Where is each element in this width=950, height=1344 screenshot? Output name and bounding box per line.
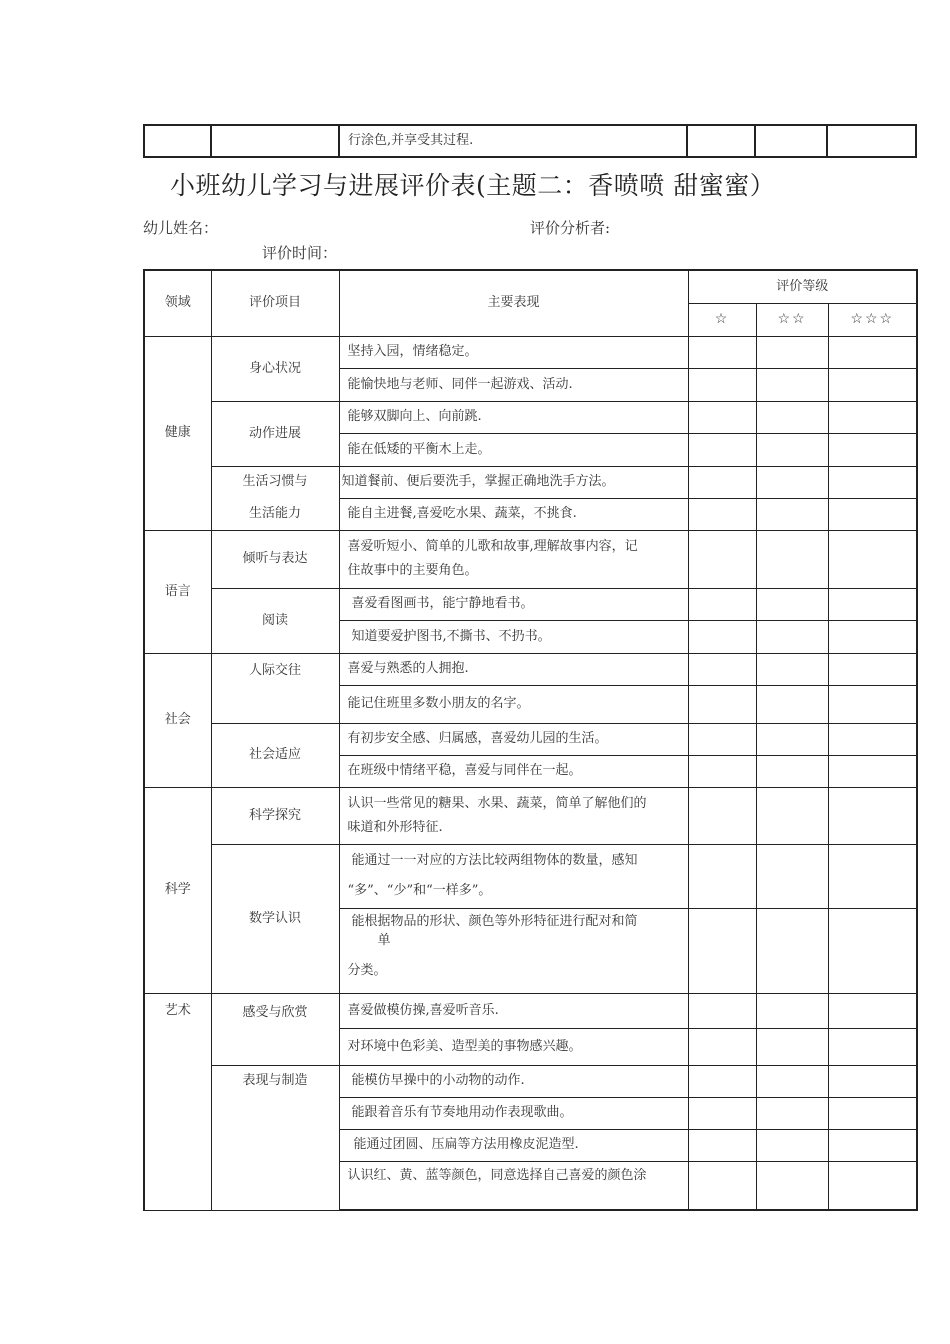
analyst-label: 评价分析者: — [530, 219, 611, 237]
performance-cell: 能跟着音乐有节奏地用动作表现歌曲。 — [339, 1097, 688, 1129]
performance-line: 单 — [377, 933, 391, 949]
rating-cell[interactable] — [756, 588, 828, 620]
rating-cell[interactable] — [688, 433, 756, 466]
table-row — [144, 787, 917, 844]
rating-cell[interactable] — [828, 620, 917, 653]
rating-cell[interactable] — [828, 530, 917, 588]
table-row — [144, 844, 917, 908]
table-row — [144, 401, 917, 433]
table-row — [144, 466, 917, 498]
rating-cell[interactable] — [756, 844, 828, 908]
star-2-header: ☆☆ — [756, 303, 828, 336]
rating-cell[interactable] — [828, 433, 917, 466]
performance-line: “多”、“少”和“一样多”。 — [347, 883, 492, 898]
header-item: 评价项目 — [211, 270, 339, 336]
header-domain: 领域 — [144, 270, 211, 336]
rating-cell[interactable] — [688, 1129, 756, 1161]
domain-cell: 语言 — [144, 530, 211, 653]
header-performance: 主要表现 — [339, 270, 688, 336]
star-1-header: ☆ — [688, 303, 756, 336]
rating-cell[interactable] — [756, 401, 828, 433]
performance-cell: 在班级中情绪平稳，喜爱与同伴在一起。 — [339, 755, 688, 787]
table-row — [144, 723, 917, 755]
item-cell: 表现与制造 — [211, 1065, 339, 1210]
table-row — [144, 1065, 917, 1097]
item-cell: 身心状况 — [211, 336, 339, 401]
performance-cell: 能模仿早操中的小动物的动作. — [339, 1065, 688, 1097]
empty-cell — [144, 125, 211, 157]
rating-cell[interactable] — [828, 993, 917, 1028]
rating-cell[interactable] — [828, 723, 917, 755]
rating-cell[interactable] — [688, 993, 756, 1028]
performance-cell: 喜爱做模仿操,喜爱听音乐. — [339, 993, 688, 1028]
rating-cell[interactable] — [688, 498, 756, 530]
rating-cell[interactable] — [756, 1129, 828, 1161]
rating-cell[interactable] — [688, 530, 756, 588]
item-cell: 生活能力 — [211, 498, 339, 530]
performance-line: 住故事中的主要角色。 — [347, 563, 478, 578]
performance-cell: 能愉快地与老师、同伴一起游戏、活动. — [339, 368, 688, 401]
rating-cell[interactable] — [756, 368, 828, 401]
table-row — [144, 336, 917, 368]
performance-cell: 有初步安全感、归属感，喜爱幼儿园的生活。 — [339, 723, 688, 755]
rating-cell[interactable] — [756, 1161, 828, 1210]
rating-cell[interactable] — [688, 685, 756, 723]
rating-cell[interactable] — [688, 1097, 756, 1129]
rating-cell[interactable] — [688, 723, 756, 755]
rating-cell[interactable] — [828, 368, 917, 401]
performance-cell — [339, 530, 688, 588]
rating-cell[interactable] — [828, 685, 917, 723]
rating-cell[interactable] — [756, 1065, 828, 1097]
rating-cell[interactable] — [828, 755, 917, 787]
rating-cell[interactable] — [828, 466, 917, 498]
rating-cell[interactable] — [688, 755, 756, 787]
item-cell: 数学认识 — [211, 844, 339, 993]
item-cell: 人际交往 — [211, 653, 339, 723]
rating-cell[interactable] — [756, 1097, 828, 1129]
domain-cell: 健康 — [144, 336, 211, 530]
domain-cell: 社会 — [144, 653, 211, 787]
rating-cell[interactable] — [828, 908, 917, 993]
rating-cell[interactable] — [688, 466, 756, 498]
rating-cell[interactable] — [688, 653, 756, 685]
performance-cell: 行涂色,并享受其过程. — [339, 125, 687, 157]
rating-cell[interactable] — [756, 433, 828, 466]
evaluation-time-label: 评价时间： — [262, 244, 338, 262]
performance-line: 喜爱听短小、简单的儿歌和故事,理解故事内容，记 — [347, 539, 638, 555]
performance-line: 能通过一一对应的方法比较两组物体的数量，感知 — [351, 853, 638, 869]
item-cell: 动作进展 — [211, 401, 339, 466]
rating-cell[interactable] — [687, 125, 755, 157]
performance-cell: 能在低矮的平衡木上走。 — [339, 433, 688, 466]
table-row — [144, 125, 916, 157]
performance-line: 认识一些常见的糖果、水果、蔬菜，简单了解他们的 — [347, 795, 647, 811]
rating-cell[interactable] — [756, 466, 828, 498]
performance-line: 能根据物品的形状、颜色等外形特征进行配对和简 — [351, 913, 638, 929]
performance-cell — [339, 844, 688, 908]
performance-line: 味道和外形特征. — [347, 819, 443, 835]
performance-cell — [339, 787, 688, 844]
item-cell: 感受与欣赏 — [211, 993, 339, 1065]
rating-cell[interactable] — [828, 1129, 917, 1161]
rating-cell[interactable] — [827, 125, 916, 157]
rating-cell[interactable] — [756, 620, 828, 653]
rating-cell[interactable] — [756, 1028, 828, 1065]
performance-line: 分类。 — [347, 962, 387, 978]
table-row — [144, 588, 917, 620]
rating-cell[interactable] — [828, 1065, 917, 1097]
table-row — [144, 530, 917, 588]
rating-cell[interactable] — [688, 620, 756, 653]
performance-cell: 知道餐前、便后要洗手，掌握正确地洗手方法。 — [339, 466, 688, 498]
rating-cell[interactable] — [688, 1065, 756, 1097]
rating-cell[interactable] — [688, 787, 756, 844]
item-cell: 倾听与表达 — [211, 530, 339, 588]
evaluation-table — [143, 269, 918, 1211]
rating-cell[interactable] — [828, 653, 917, 685]
rating-cell[interactable] — [756, 498, 828, 530]
star-3-header: ☆☆☆ — [828, 303, 917, 336]
rating-cell[interactable] — [688, 368, 756, 401]
rating-cell[interactable] — [756, 908, 828, 993]
rating-cell[interactable] — [688, 844, 756, 908]
rating-cell[interactable] — [688, 1161, 756, 1210]
rating-cell[interactable] — [688, 401, 756, 433]
item-cell: 社会适应 — [211, 723, 339, 787]
performance-cell: 喜爱与熟悉的人拥抱. — [339, 653, 688, 685]
rating-cell[interactable] — [688, 1028, 756, 1065]
rating-cell[interactable] — [756, 993, 828, 1028]
performance-cell: 能自主进餐,喜爱吃水果、蔬菜，不挑食. — [339, 498, 688, 530]
rating-cell[interactable] — [688, 336, 756, 368]
performance-cell: 能够双脚向上、向前跳. — [339, 401, 688, 433]
rating-cell[interactable] — [756, 685, 828, 723]
child-name-label: 幼儿姓名： — [143, 219, 219, 237]
performance-cell — [339, 908, 688, 993]
performance-cell: 知道要爱护图书,不撕书、不扔书。 — [339, 620, 688, 653]
rating-cell[interactable] — [756, 755, 828, 787]
rating-cell[interactable] — [828, 401, 917, 433]
performance-cell: 能通过团圆、压扁等方法用橡皮泥造型. — [339, 1129, 688, 1161]
previous-table-fragment — [143, 124, 917, 158]
rating-cell[interactable] — [828, 1028, 917, 1065]
table-row — [144, 993, 917, 1028]
item-cell: 生活习惯与 — [211, 466, 339, 498]
rating-cell[interactable] — [688, 588, 756, 620]
item-cell: 科学探究 — [211, 787, 339, 844]
item-cell: 阅读 — [211, 588, 339, 653]
rating-cell[interactable] — [828, 498, 917, 530]
performance-cell: 喜爱看图画书，能宁静地看书。 — [339, 588, 688, 620]
header-grade: 评价等级 — [688, 270, 917, 303]
rating-cell[interactable] — [828, 588, 917, 620]
domain-cell: 艺术 — [144, 993, 211, 1210]
rating-cell[interactable] — [828, 844, 917, 908]
page-title: 小班幼儿学习与进展评价表(主题二：香喷喷 甜蜜蜜） — [170, 171, 776, 200]
rating-cell[interactable] — [756, 530, 828, 588]
rating-cell[interactable] — [756, 653, 828, 685]
rating-cell[interactable] — [828, 336, 917, 368]
table-row — [144, 498, 917, 530]
rating-cell[interactable] — [756, 723, 828, 755]
rating-cell[interactable] — [828, 1161, 917, 1210]
rating-cell[interactable] — [756, 336, 828, 368]
empty-cell — [211, 125, 339, 157]
header-row — [144, 270, 917, 303]
table-row — [144, 653, 917, 685]
performance-cell: 认识红、黄、蓝等颜色，同意选择自己喜爱的颜色涂 — [339, 1161, 688, 1210]
rating-cell[interactable] — [828, 1097, 917, 1129]
rating-cell[interactable] — [755, 125, 827, 157]
rating-cell[interactable] — [756, 787, 828, 844]
performance-cell: 对环境中色彩美、造型美的事物感兴趣。 — [339, 1028, 688, 1065]
performance-cell: 坚持入园，情绪稳定。 — [339, 336, 688, 368]
performance-cell: 能记住班里多数小朋友的名字。 — [339, 685, 688, 723]
rating-cell[interactable] — [688, 908, 756, 993]
rating-cell[interactable] — [828, 787, 917, 844]
domain-cell: 科学 — [144, 787, 211, 993]
